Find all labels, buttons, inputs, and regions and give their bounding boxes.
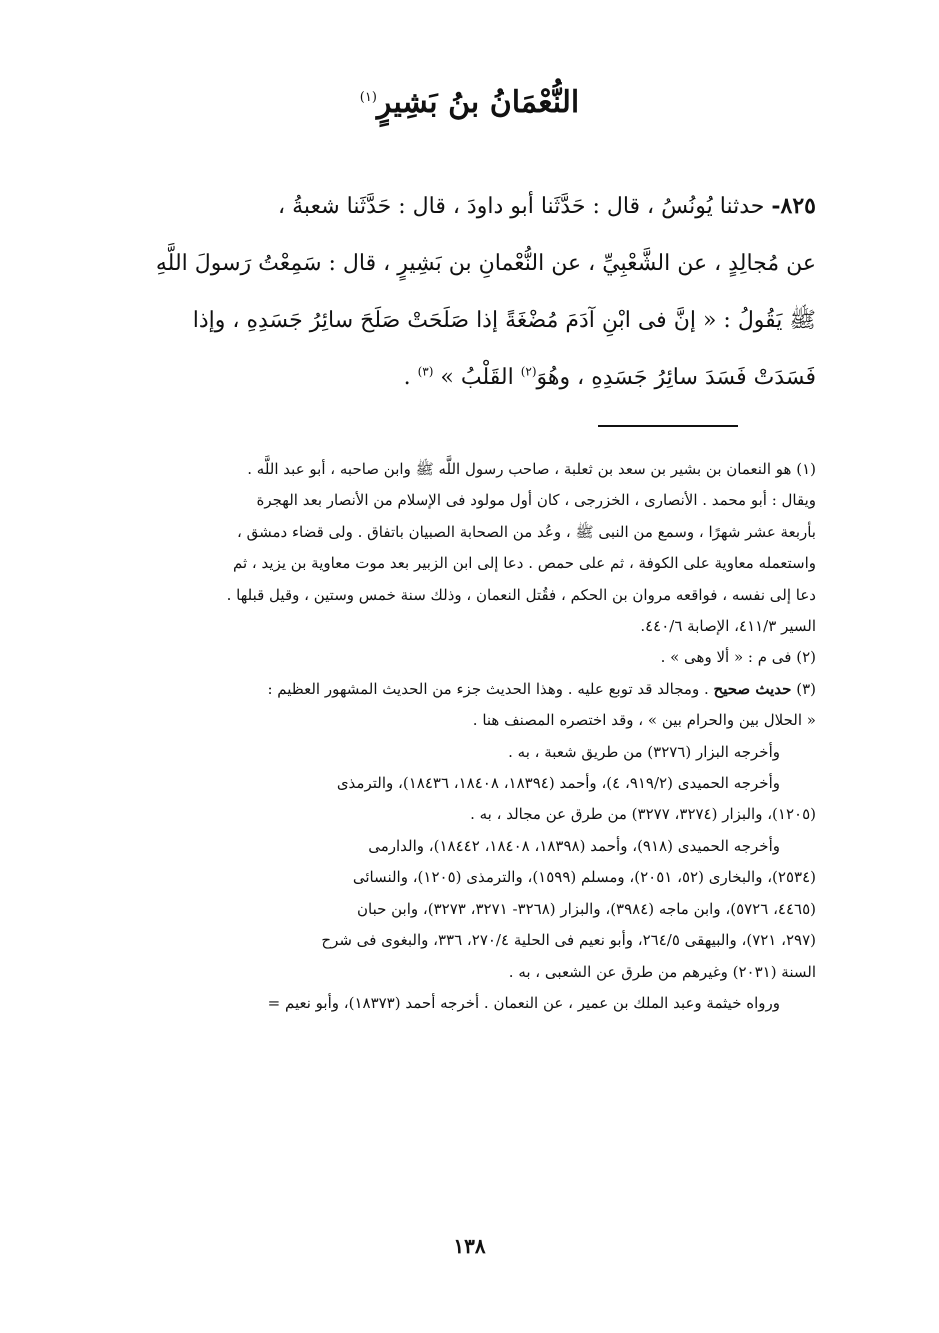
takhrij-paragraphs [126, 737, 816, 1020]
footnote-line: ويقال : أبو محمد . الأنصارى ، الخزرجى ، كان أول مولود فى الإسلام من الأنصار بعد الهجرة [256, 491, 816, 510]
hadith-text [126, 178, 816, 406]
footnote-line: (١٢٠٥)، والبزار (٣٢٧٤، ٣٢٧٧) من طرق عن مجالد ، به . [470, 805, 816, 824]
footnote-line: (١) هو النعمان بن بشير بن سعد بن ثعلبة ، صاحب رسول اللَّه ﷺ وابن صاحبه ، أبو عبد اللَّه . [247, 460, 816, 478]
footnote-line: (٣) حديث صحيح . ومجالد قد توبع عليه . وهذا الحديث جزء من الحديث المشهور العظيم : [267, 679, 816, 698]
footnote-line: وأخرجه الحميدى (٩١٩/٢، ٤)، وأحمد (١٨٣٩٤، ١٨٤٠٨، ١٨٤٣٦)، والترمذى [336, 774, 780, 793]
footnote-separator [598, 425, 738, 427]
footnote-line: « الحلال بين والحرام بين » ، وقد اختصره المصنف هنا . [472, 711, 816, 730]
footnotes [126, 454, 816, 1019]
hadith-number: ٨٢٥- [771, 193, 816, 219]
footnote-line: (٢) فى م : « ألا وهى » . [660, 648, 816, 667]
hadith-line: ٨٢٥- حدثنا يُونُسُ ، قال : حَدَّثَنا أبو داودَ ، قال : حَدَّثَنا شعبةُ ، [278, 193, 816, 219]
footnote-line: (٢٥٣٤)، والبخارى (٥٢، ٢٠٥١)، ومسلم (١٥٩٩)، والترمذى (١٢٠٥)، والنسائى [352, 868, 816, 887]
footnote-ref: (٢) [520, 364, 537, 379]
footnote-line: (٢٩٧، ٧٢١)، والبيهقى ٢٦٤/٥، وأبو نعيم فى الحلية ٢٧٠/٤، ٣٣٦، والبغوى فى شرح [321, 931, 816, 950]
footnote-line: (٤٤٦٥، ٥٧٢٦)، وابن ماجه (٣٩٨٤)، والبزار (٣٢٦٨- ٣٢٧١، ٣٢٧٣)، وابن حبان [356, 899, 816, 918]
hadith-line: ﷺ يَقُولُ : « إنَّ فى ابْنِ آدَمَ مُضْغَةً إذا صَلَحَتْ صَلَحَ سائِرُ جَسَدِهِ ، وإذا [192, 308, 816, 333]
title-text: النُّعْمَانُ بنُ بَشِيرٍ [376, 85, 580, 120]
hadith-line: فَسَدَتْ فَسَدَ سائِرُ جَسَدِهِ ، وهُوَ$^{(٢)}$ القَلْبُ » $^{(٣)}$ . [403, 364, 816, 390]
footnote-line: واستعمله معاوية على الكوفة ، ثم على حمص . دعا إلى ابن الزبير بعد موت معاوية بن يزيد ، ثم [232, 554, 816, 573]
section-title [0, 78, 939, 123]
footnote-line: وأخرجه الحميدى (٩١٨)، وأحمد (١٨٣٩٨، ١٨٤٠٨، ١٨٤٤٢)، والدارمى [368, 836, 780, 855]
hadith-line: عن مُجالِدٍ ، عن الشَّعْبِيِّ ، عن النُّعْمانِ بن بَشِيرٍ ، قال : سَمِعْتُ رَسولَ اللَّهِ [155, 251, 816, 276]
footnote-line: دعا إلى نفسه ، فواقعه مروان بن الحكم ، فقُتل النعمان ، وذلك سنة خمس وستين ، وقيل قبلها . [226, 585, 816, 604]
footnote-line: السير ٤١١/٣، الإصابة ٤٤٠/٦. [640, 617, 816, 636]
footnote-ref: (٣) [417, 364, 434, 379]
footnote-line: السنة (٢٠٣١) وغيرهم من طرق عن الشعبى ، به . [508, 962, 816, 981]
footnote-line: وأخرجه البزار (٣٢٧٦) من طريق شعبة ، به . [508, 742, 780, 761]
title-footnote-ref: (١) [359, 90, 377, 105]
hadith-grade: حديث صحيح [713, 679, 792, 698]
footnote-line: بأربعة عشر شهرًا ، وسمع من النبى ﷺ ، وعُد من الصحابة الصبيان باتفاق . ولى قضاء دمشق ، [237, 522, 816, 541]
page-number: ١٣٨ [453, 1234, 486, 1258]
footnote-line: ورواه خيثمة وعبد الملك بن عمير ، عن النعمان . أخرجه أحمد (١٨٣٧٣)، وأبو نعيم = [267, 993, 780, 1012]
